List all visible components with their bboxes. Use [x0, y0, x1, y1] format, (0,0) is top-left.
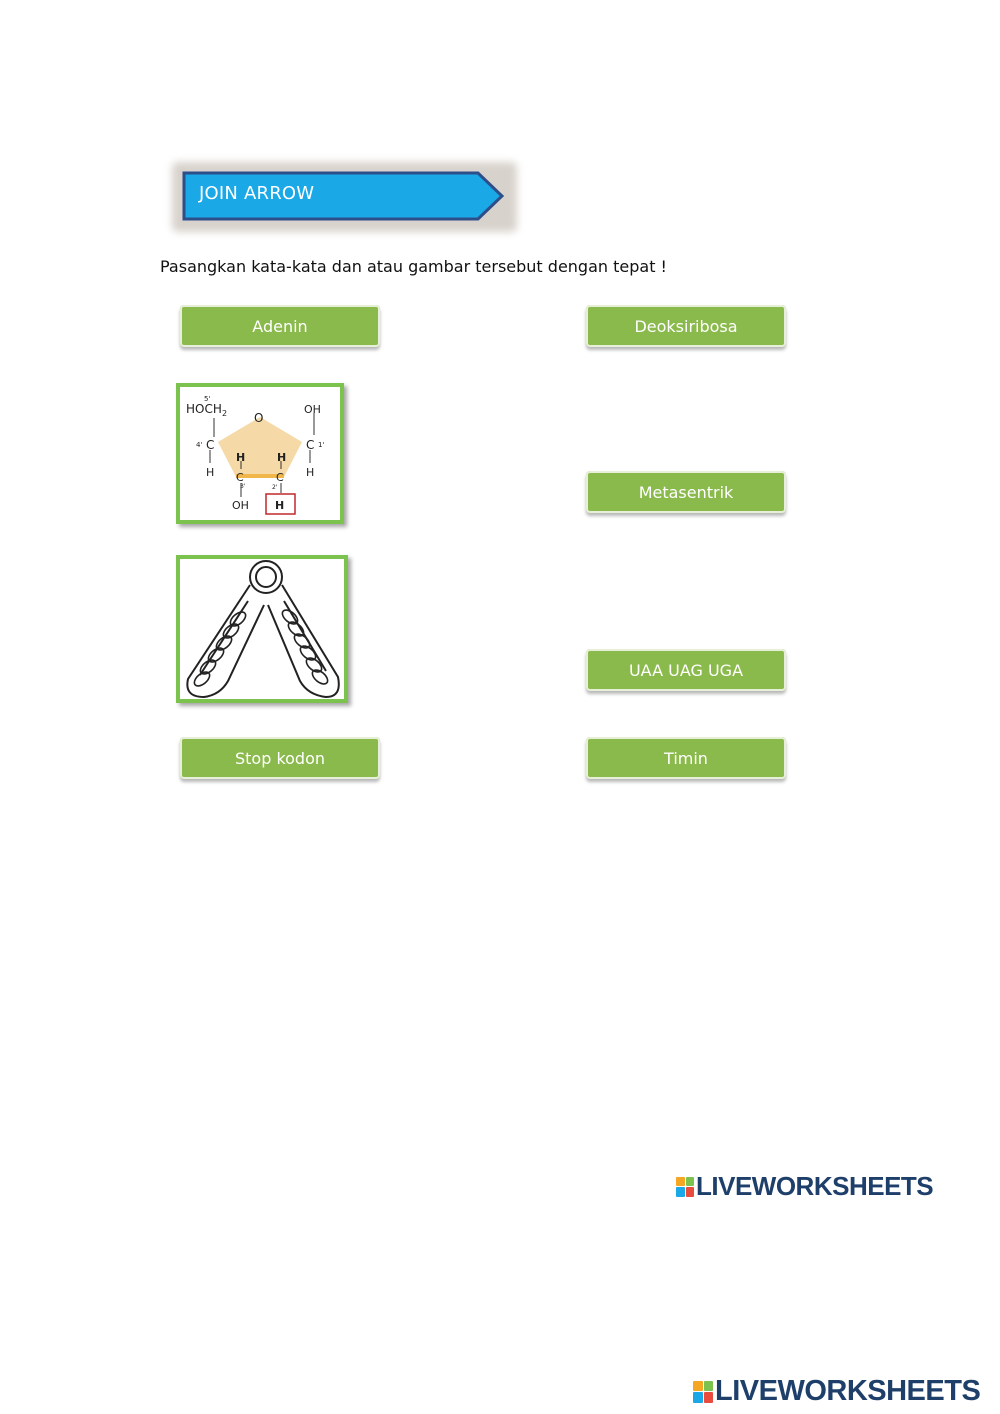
label-pos5: 5': [204, 395, 211, 403]
header-title: JOIN ARROW: [199, 183, 315, 204]
label-h-right: H: [306, 466, 315, 479]
label-c1: C: [306, 438, 315, 452]
card-adenin-label: Adenin: [252, 316, 308, 336]
card-metasentrik[interactable]: [586, 471, 786, 513]
label-pos1: 1': [318, 441, 325, 449]
card-sugar-image[interactable]: [176, 383, 344, 524]
card-metasentrik-label: Metasentrik: [638, 482, 734, 502]
label-pos4: 4': [196, 441, 203, 449]
card-timin-label: Timin: [664, 748, 708, 768]
label-c4: C: [206, 438, 215, 452]
label-c3: C: [236, 471, 244, 484]
card-deoksiribosa[interactable]: [586, 305, 786, 347]
label-oh-bottom: OH: [232, 499, 249, 512]
label-h-mid1: H: [236, 451, 246, 464]
liveworksheets-logo-mid: [676, 1171, 933, 1202]
card-stop-kodon-label: Stop kodon: [234, 748, 326, 768]
instruction-text: Pasangkan kata-kata dan atau gambar tersebut dengan tepat !: [160, 257, 667, 276]
liveworksheets-text: LIVEWORKSHEETS: [696, 1171, 934, 1201]
liveworksheets-mark-icon: [676, 1177, 694, 1197]
liveworksheets-logo-footer: [693, 1375, 980, 1408]
label-h-boxed: H: [275, 499, 285, 512]
label-c2: C: [276, 471, 284, 484]
card-adenin[interactable]: [180, 305, 380, 347]
label-ring-o: O: [254, 411, 264, 425]
metacentric-chromosome-drawing: [180, 559, 344, 699]
card-deoksiribosa-label: Deoksiribosa: [634, 316, 738, 336]
label-oh-top: OH: [304, 403, 321, 416]
card-stop-kodon[interactable]: [180, 737, 380, 779]
label-h-mid2: H: [277, 451, 287, 464]
card-timin[interactable]: [586, 737, 786, 779]
label-pos2: 2': [272, 484, 278, 491]
liveworksheets-text: LIVEWORKSHEETS: [715, 1375, 981, 1407]
liveworksheets-mark-icon: [693, 1381, 713, 1403]
label-hoch2: HOCH: [186, 402, 222, 416]
label-pos3: 3': [240, 483, 246, 490]
card-codons-label: UAA UAG UGA: [628, 660, 744, 680]
label-h-left: H: [206, 466, 215, 479]
label-hoch2-sub: 2: [222, 409, 228, 418]
card-codons[interactable]: [586, 649, 786, 691]
deoxyribose-structure-diagram: [180, 387, 340, 520]
card-chromosome-image[interactable]: [176, 555, 348, 703]
